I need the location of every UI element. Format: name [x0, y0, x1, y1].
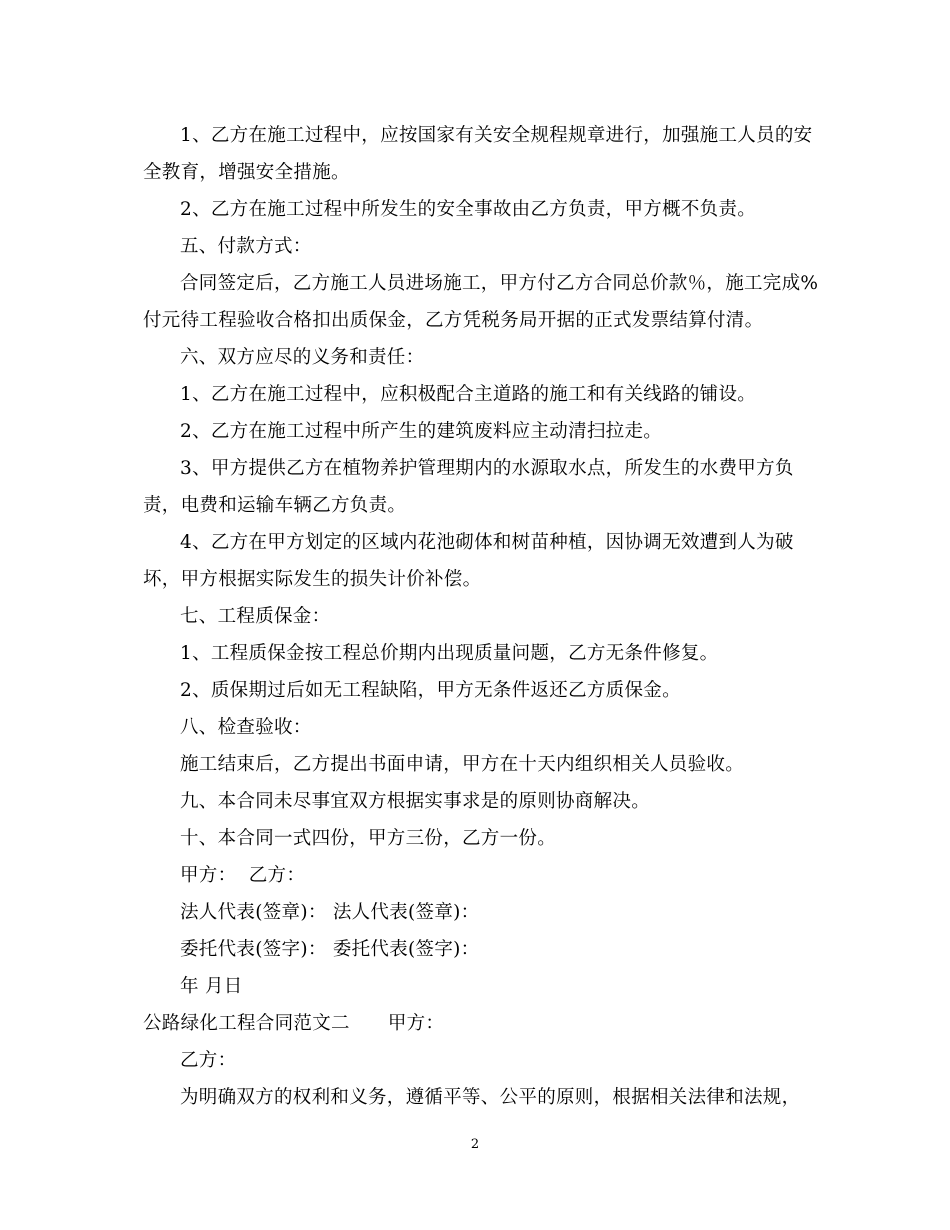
- section-heading: 六、双方应尽的义务和责任：: [180, 347, 425, 368]
- paragraph-line: 全教育，增强安全措施。: [143, 162, 350, 183]
- paragraph-line: 4、乙方在甲方划定的区域内花池砌体和树苗种植，因协调无效遭到人为破: [180, 532, 794, 553]
- date-line: 年 月日: [180, 976, 243, 997]
- paragraph-line: 施工结束后，乙方提出书面申请，甲方在十天内组织相关人员验收。: [180, 754, 745, 775]
- paragraph-line: 1、乙方在施工过程中，应积极配合主道路的施工和有关线路的铺设。: [180, 384, 757, 405]
- signature-parties-line: 甲方： 乙方：: [180, 865, 306, 886]
- paragraph-line: 3、甲方提供乙方在植物养护管理期内的水源取水点，所发生的水费甲方负: [180, 458, 794, 479]
- paragraph-line: 坏，甲方根据实际发生的损失计价补偿。: [143, 569, 482, 590]
- contract-title-line: [143, 1005, 815, 1042]
- signature-agent-line: 委托代表(签字)： 委托代表(签字)：: [180, 939, 480, 960]
- paragraph-line: 付元待工程验收合格扣出质保金，乙方凭税务局开据的正式发票结算付清。: [143, 310, 764, 331]
- paragraph-line: 1、工程质保金按工程总价期内出现质量问题，乙方无条件修复。: [180, 643, 719, 664]
- paragraph-line: 2、乙方在施工过程中所产生的建筑废料应主动清扫拉走。: [180, 421, 663, 442]
- paragraph-line: 合同签定后，乙方施工人员进场施工，甲方付乙方合同总价款％，施工完成%: [180, 273, 819, 294]
- signature-legal-rep-line: 法人代表(签章)： 法人代表(签章)：: [180, 902, 480, 923]
- paragraph-line: 九、本合同未尽事宜双方根据实事求是的原则协商解决。: [180, 791, 651, 812]
- section-heading: 八、检查验收：: [180, 717, 312, 738]
- section-heading: 五、付款方式：: [180, 236, 312, 257]
- paragraph-line: 十、本合同一式四份，甲方三份，乙方一份。: [180, 828, 557, 849]
- section-heading: 七、工程质保金：: [180, 606, 331, 627]
- paragraph-line: 1、乙方在施工过程中，应按国家有关安全规程规章进行，加强施工人员的安: [180, 125, 813, 146]
- party-b-label: 乙方：: [180, 1050, 237, 1071]
- paragraph-line: 责，电费和运输车辆乙方负责。: [143, 495, 407, 516]
- party-a-label: 甲方：: [387, 1013, 445, 1034]
- contract-title: 公路绿化工程合同范文二: [143, 1013, 350, 1034]
- paragraph-line: 2、质保期过后如无工程缺陷，甲方无条件返还乙方质保金。: [180, 680, 681, 701]
- document-body: [143, 117, 819, 1116]
- paragraph-line: 为明确双方的权利和义务，遵循平等、公平的原则，根据相关法律和法规，: [180, 1087, 801, 1108]
- paragraph-line: 2、乙方在施工过程中所发生的安全事故由乙方负责，甲方概不负责。: [180, 199, 757, 220]
- page-number: 2: [470, 1137, 480, 1152]
